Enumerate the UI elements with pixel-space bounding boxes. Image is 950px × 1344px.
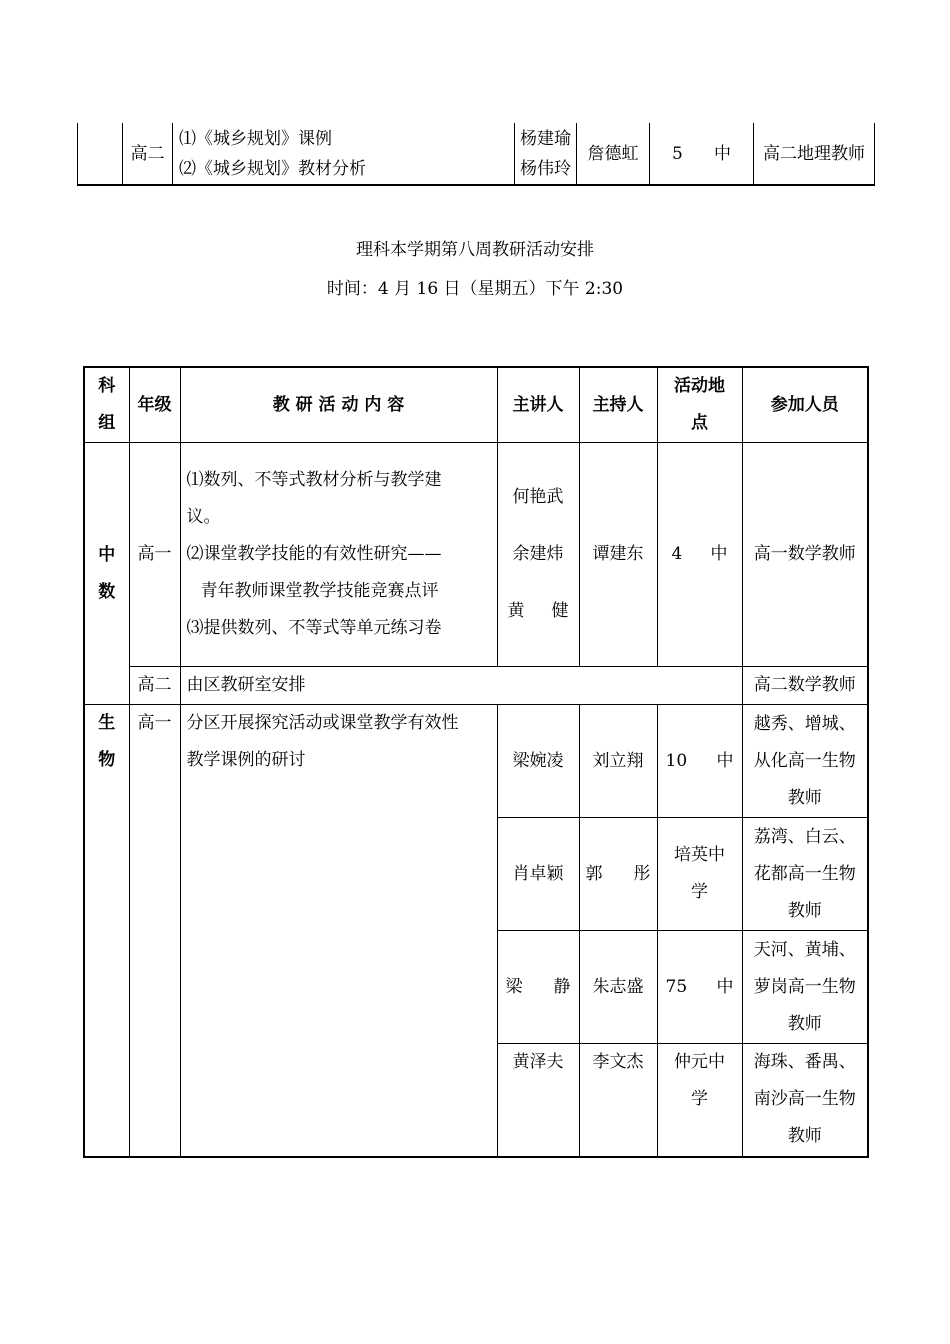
participants-cell: 荔湾、白云、 花都高一生物 教师 [742,818,868,931]
header-content: 教 研 活 动 内 容 [180,367,497,443]
grade-cell: 高二 [123,123,173,185]
content-cell: 由区教研室安排 [180,667,742,705]
participants-cell: 高二数学教师 [742,667,868,705]
participants-cell: 高二地理教师 [754,123,875,185]
participants-cell: 越秀、增城、 从化高一生物 教师 [742,705,868,818]
speaker-cell [515,123,577,185]
header-participants: 参加人员 [742,367,868,443]
host-cell: 李文杰 [579,1044,657,1157]
header-host: 主持人 [579,367,657,443]
grade-cell: 高一 [129,705,180,1157]
schedule-title: 理科本学期第八周教研活动安排 [356,240,594,260]
schedule-time: 时间：4 月 16 日（星期五）下午 2:30 [326,279,624,299]
header-row [84,367,868,443]
speaker-name: 余建炜 [512,544,564,564]
content-line: ⑴《城乡规划》课例 [179,128,332,149]
speaker-cell: 肖卓颖 [497,818,579,931]
location-cell: 4 中 [657,443,742,667]
subject-biology: 生 物 [84,705,129,1157]
content-line: ⑵《城乡规划》教材分析 [179,158,366,179]
speaker-name: 黄 健 [507,601,569,621]
host-cell: 谭建东 [579,443,657,667]
header-speaker: 主讲人 [497,367,579,443]
table-row [84,667,868,705]
grade-cell: 高一 [129,443,180,667]
subject-cell [78,123,123,185]
location-cell: 75 中 [657,931,742,1044]
header-grade: 年级 [129,367,180,443]
participants-cell: 海珠、番禺、 南沙高一生物 教师 [742,1044,868,1157]
location-cell: 10 中 [657,705,742,818]
speaker-name: 杨伟玲 [520,158,571,179]
schedule-table [83,366,869,1158]
speaker-cell [497,443,579,667]
speaker-cell: 黄泽夫 [497,1044,579,1157]
header-location: 活动地 点 [657,367,742,443]
speaker-cell: 梁婉凌 [497,705,579,818]
location-cell: 仲元中 学 [657,1044,742,1157]
table-row [84,705,868,818]
previous-schedule-table [77,123,875,186]
speaker-cell: 梁 静 [497,931,579,1044]
content-cell [173,123,515,185]
participants-cell: 天河、黄埔、 萝岗高一生物 教师 [742,931,868,1044]
host-cell: 郭 彤 [579,818,657,931]
content-cell: 分区开展探究活动或课堂教学有效性 教学课例的研讨 [180,705,497,1157]
participants-cell: 高一数学教师 [742,443,868,667]
host-cell: 朱志盛 [579,931,657,1044]
speaker-name: 杨建瑜 [520,128,571,149]
location-cell [650,123,754,185]
table-row [84,443,868,667]
location-suffix: 中 [714,143,731,164]
location-number: 5 [672,143,683,164]
speaker-name: 何艳武 [512,487,564,507]
location-cell: 培英中 学 [657,818,742,931]
grade-cell: 高二 [129,667,180,705]
host-cell: 詹德虹 [577,123,650,185]
content-cell: ⑴数列、不等式教材分析与教学建 议。 ⑵课堂教学技能的有效性研究—— 青年教师课堂教学技能竞赛点评 ⑶提供数列、不等式等单元练习卷 [180,443,497,667]
subject-math: 中 数 [84,443,129,705]
header-subject: 科 组 [84,367,129,443]
host-cell: 刘立翔 [579,705,657,818]
